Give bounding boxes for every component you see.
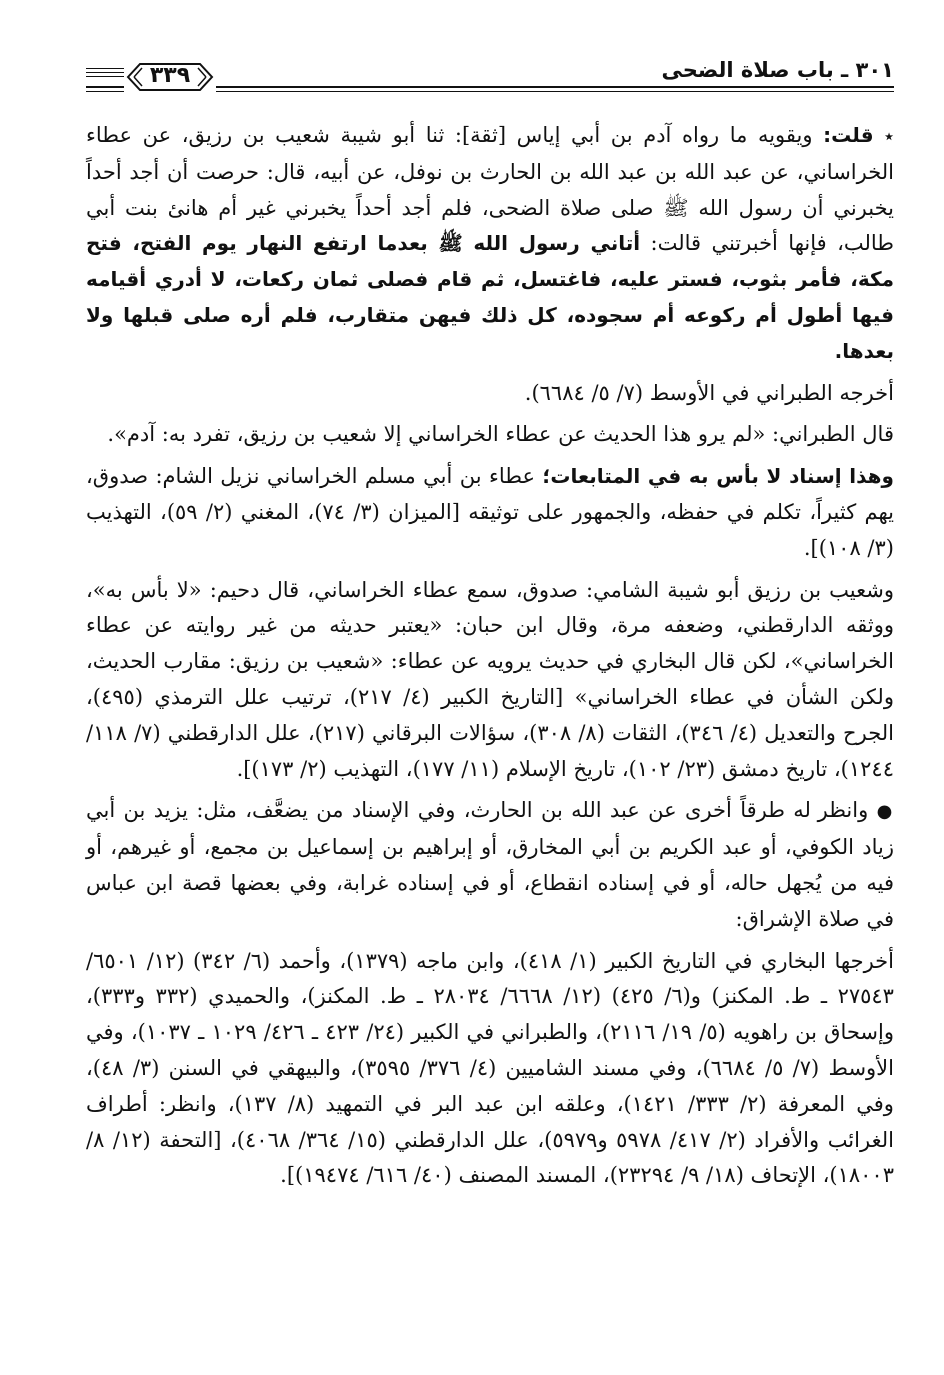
page-header (86, 50, 894, 98)
paragraph-1-text: ويقويه ما رواه آدم بن أبي إياس [ثقة]: ثنا أبو شيبة شعيب بن رزيق، عن عطاء الخراساني، عن عبد الله بن عبد الله بن الحارث بن نوفل، عن أبيه، قال: حرصت أن أجد أحداً يخبرني أن رسول الله ﷺ صلى صلاة الضحى، فلم أجد أحداً يخبرني غير أم هانئ بنت أبي طالب، فإنها أخبرتني قالت: (86, 123, 894, 256)
paragraph-6-text: وانظر له طرقاً أخرى عن عبد الله بن الحارث، وفي الإسناد من يضعَّف، مثل: يزيد بن أبي زياد الكوفي، أو عبد الكريم بن أبي المخارق، أو إبراهيم بن إسماعيل بن مجمع، أو غيرهم، أو فيه من يُجهل حاله، أو في إسناده انقطاع، أو في إسناده غرابة، وفي بعضها قصة ابن عباس في صلاة الإشراق: (86, 798, 894, 931)
paragraph-4-text: عطاء بن أبي مسلم الخراساني نزيل الشام: صدوق، يهم كثيراً، تكلم في حفظه، والجمهور على توثيقه [الميزان (٣/ ٧٤)، المغني (٢/ ٥٩)، التهذيب (٣/ ١٠٨)]. (86, 464, 894, 560)
page-number: ٣٣٩ (149, 63, 191, 88)
header-ornament-lines (86, 68, 124, 78)
paragraph-2: أخرجه الطبراني في الأوسط (٧/ ٥/ ٦٦٨٤). (524, 380, 894, 405)
isnad-verdict: وهذا إسناد لا بأس به في المتابعات؛ (542, 464, 894, 489)
paragraph-6 (86, 793, 894, 937)
hadith-text: أتاني رسول الله ﷺ بعدما ارتفع النهار يوم الفتح، فتح مكة، فأمر بثوب، فستر عليه، فاغتسل، ثم قام فصلى ثمان ركعات، لا أدري أقيامه فيها أطول أم ركوعه أم سجوده، كل ذلك فيهن متقارب، فلم أره صلى قبلها ولا بعدها. (86, 231, 894, 363)
page-number-badge (124, 60, 216, 94)
qult-label: قلت: (823, 123, 874, 147)
chapter-title: ٣٠١ ـ باب صلاة الضحى (661, 58, 894, 82)
paragraph-1 (86, 118, 894, 370)
paragraph-4 (86, 459, 894, 566)
paragraph-3: قال الطبراني: «لم يرو هذا الحديث عن عطاء الخراساني إلا شعيب بن رزيق، تفرد به: آدم». (107, 422, 894, 447)
paragraph-5: وشعيب بن رزيق أبو شيبة الشامي: صدوق، سمع عطاء الخراساني، قال دحيم: «لا بأس به»، ووثقه الدارقطني، وضعفه مرة، وقال ابن حبان: «يعتبر حديثه من غير روايته عن عطاء الخراساني»، لكن قال البخاري في حديث يرويه عن عطاء: «شعيب بن رزيق: مقارب الحديث، ولكن الشأن في عطاء الخراساني» [التاريخ الكبير (٤/ ٢١٧)، ترتيب علل الترمذي (٤٩٥)، الجرح والتعديل (٤/ ٣٤٦)، الثقات (٨/ ٣٠٨)، سؤالات البرقاني (٢١٧)، علل الدارقطني (٧/ ١١٨/ ١٢٤٤)، تاريخ دمشق (٢٣/ ١٠٢)، تاريخ الإسلام (١١/ ١٧٧)، التهذيب (٢/ ١٧٣)]. (86, 577, 894, 781)
bullet-icon: ● (876, 801, 894, 823)
note-marker: ٭ (884, 126, 894, 147)
main-text (86, 118, 894, 1194)
paragraph-7: أخرجها البخاري في التاريخ الكبير (١/ ٤١٨)، وابن ماجه (١٣٧٩)، وأحمد (٦/ ٣٤٢) (١٢/ ٦٥٠١/ ٢٧٥٤٣ ـ ط. المكنز) و(٦/ ٤٢٥) (١٢/ ٦٦٦٨/ ٢٨٠٣٤ ـ ط. المكنز)، والحميدي (٣٣٢ و٣٣٣)، وإسحاق بن راهويه (٥/ ١٩/ ٢١١٦)، والطبراني في الكبير (٢٤/ ٤٢٣ ـ ٤٢٦/ ١٠٢٩ ـ ١٠٣٧)، وفي الأوسط (٧/ ٥/ ٦٦٨٤)، وفي مسند الشاميين (٤/ ٣٧٦/ ٣٥٩٥)، والبيهقي في السنن (٣/ ٤٨)، وفي المعرفة (٢/ ٣٣٣/ ١٤٢١)، وعلقه ابن عبد البر في التمهيد (٨/ ١٣٧)، وانظر: أطراف الغرائب والأفراد (٢/ ٤١٧/ ٥٩٧٨ و٥٩٧٩)، علل الدارقطني (١٥/ ٣٦٤/ ٤٠٦٨)، [التحفة (١٢/ ٨/ ١٨٠٠٣)، الإتحاف (١٨/ ٩/ ٢٣٢٩٤)، المسند المصنف (٤٠/ ٦١٦/ ١٩٤٧٤)]. (86, 948, 894, 1188)
